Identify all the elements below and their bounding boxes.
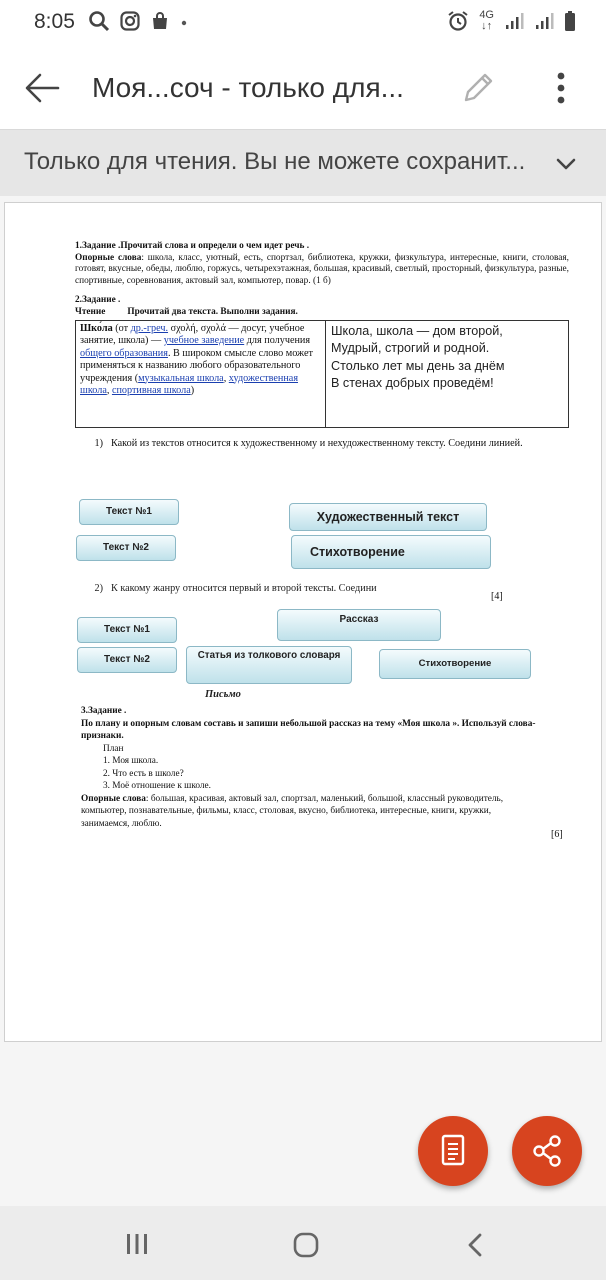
q2-story-box: Рассказ — [277, 609, 441, 641]
home-icon[interactable] — [292, 1232, 320, 1258]
link-art-school[interactable]: художественная школа — [80, 372, 299, 397]
poem-cell — [326, 321, 568, 427]
more-options-icon[interactable] — [546, 68, 576, 108]
q1-text1-box: Текст №1 — [79, 499, 179, 525]
status-right-icons — [447, 10, 576, 32]
plan-title: План — [103, 743, 124, 754]
q2-text2-box: Текст №2 — [77, 647, 177, 673]
recent-apps-icon[interactable] — [124, 1232, 150, 1256]
q1-text2-box: Текст №2 — [76, 535, 176, 561]
task2-reading-row: Чтение Прочитай два текста. Выполни задания. — [75, 306, 298, 317]
q2-letter-label: Письмо — [205, 689, 241, 700]
link-sports-school[interactable]: спортивная школа — [111, 385, 191, 397]
task3-mark: [6] — [551, 829, 563, 840]
status-left-icons — [88, 10, 188, 32]
plan-item: 3. Моё отношение к школе. — [103, 781, 211, 791]
poem-line: В стенах добрых проведём! — [331, 376, 494, 391]
share-button[interactable] — [512, 1116, 582, 1186]
question-2: 2) К какому жанру относится первый и второй тексты. Соедини — [94, 583, 377, 594]
share-icon — [530, 1134, 564, 1168]
app-bar — [0, 46, 606, 130]
read-only-banner[interactable] — [0, 130, 606, 196]
link-music-school[interactable]: музыкальная школа — [138, 372, 224, 384]
q1-artistic-text-box: Художественный текст — [289, 503, 487, 531]
task3-instruction: По плану и опорным словам составь и запиши небольшой рассказ на тему «Моя школа ». Используй слова-признаки. — [81, 718, 536, 741]
search-icon — [88, 10, 110, 32]
alarm-icon — [447, 10, 469, 32]
link-educational-institution[interactable]: учебное заведение — [163, 335, 245, 347]
instagram-icon — [120, 11, 140, 31]
document-canvas[interactable] — [0, 196, 606, 1206]
edit-pencil-icon[interactable] — [458, 68, 498, 108]
signal-1-icon — [504, 11, 524, 31]
system-nav-bar — [0, 1206, 606, 1280]
dictionary-text-cell: Шко́ла (от др.-греч. σχολή, σχολά — досуг, учебное занятие, школа) — учебное заведение для получения общего образования. В широком смысле слово может применяться к названию любого образовательного учреждения (музыкальная школа, художественная школа, спортивная школа) — [76, 321, 326, 427]
read-only-message: Только для чтения. Вы не можете сохранит... — [24, 148, 526, 175]
poem-line: Школа, школа — дом второй, — [331, 323, 503, 338]
back-arrow-icon[interactable] — [22, 68, 62, 108]
clock: 8:05 — [34, 10, 75, 33]
task3-block — [81, 705, 541, 830]
poem-line: Мудрый, строгий и родной. — [331, 341, 490, 356]
q1-poem-box: Стихотворение — [291, 535, 491, 569]
poem-line: Столько лет мы день за днём — [331, 358, 505, 373]
document-body — [75, 241, 569, 450]
dot-icon — [180, 11, 188, 31]
texts-table — [75, 320, 569, 428]
q2-mark: [4] — [491, 591, 503, 602]
back-nav-icon[interactable] — [464, 1232, 488, 1258]
task2-heading: 2.Задание . — [75, 295, 121, 306]
battery-icon — [564, 10, 576, 32]
network-type: 4G ↓↑ — [479, 9, 494, 32]
question-1: 1) Какой из текстов относится к художественному и нехудожественному тексту. Соедини линией. — [94, 437, 523, 449]
signal-2-icon — [534, 11, 554, 31]
status-bar — [0, 0, 606, 46]
read-mode-button[interactable] — [418, 1116, 488, 1186]
link-general-education[interactable]: общего образования — [80, 347, 168, 359]
task1-keywords: Опорные слова: школа, класс, уютный, есть, спортзал, библиотека, кружки, физкультура, интересные, книги, столовая, готовят, вкусные, обеды, люблю, горжусь, четырехэтажная, большая, красивый, светлый, просторный, физкультура, разные, спортивные, соревнования, актовый зал, компьютер, повар. (1 б) — [75, 252, 570, 286]
plan-item: 2. Что есть в школе? — [103, 768, 184, 779]
document-read-icon — [439, 1134, 467, 1168]
shopping-bag-icon — [150, 11, 170, 31]
chevron-down-icon[interactable] — [552, 150, 580, 178]
document-title: Моя...соч - только для... — [92, 72, 404, 103]
plan-item: 1. Моя школа. — [103, 756, 159, 766]
task3-keywords: Опорные слова: большая, красивая, актовый зал, спортзал, маленький, большой, классный руководитель, компьютер, познавательные, фильмы, класс, столовая, вкусно, библиотека, интересные, книги, кружки, занимаемся, люблю. — [81, 793, 504, 829]
q2-poem-box: Стихотворение — [379, 649, 531, 679]
task3-heading: 3.Задание . — [81, 706, 127, 716]
document-page — [4, 202, 602, 1042]
link-greek[interactable]: др.-греч. — [130, 322, 169, 334]
task1-heading: 1.Задание .Прочитай слова и определи о чем идет речь . — [75, 241, 310, 251]
q2-text1-box: Текст №1 — [77, 617, 177, 643]
q2-article-box: Статья из толкового словаря — [186, 646, 352, 684]
